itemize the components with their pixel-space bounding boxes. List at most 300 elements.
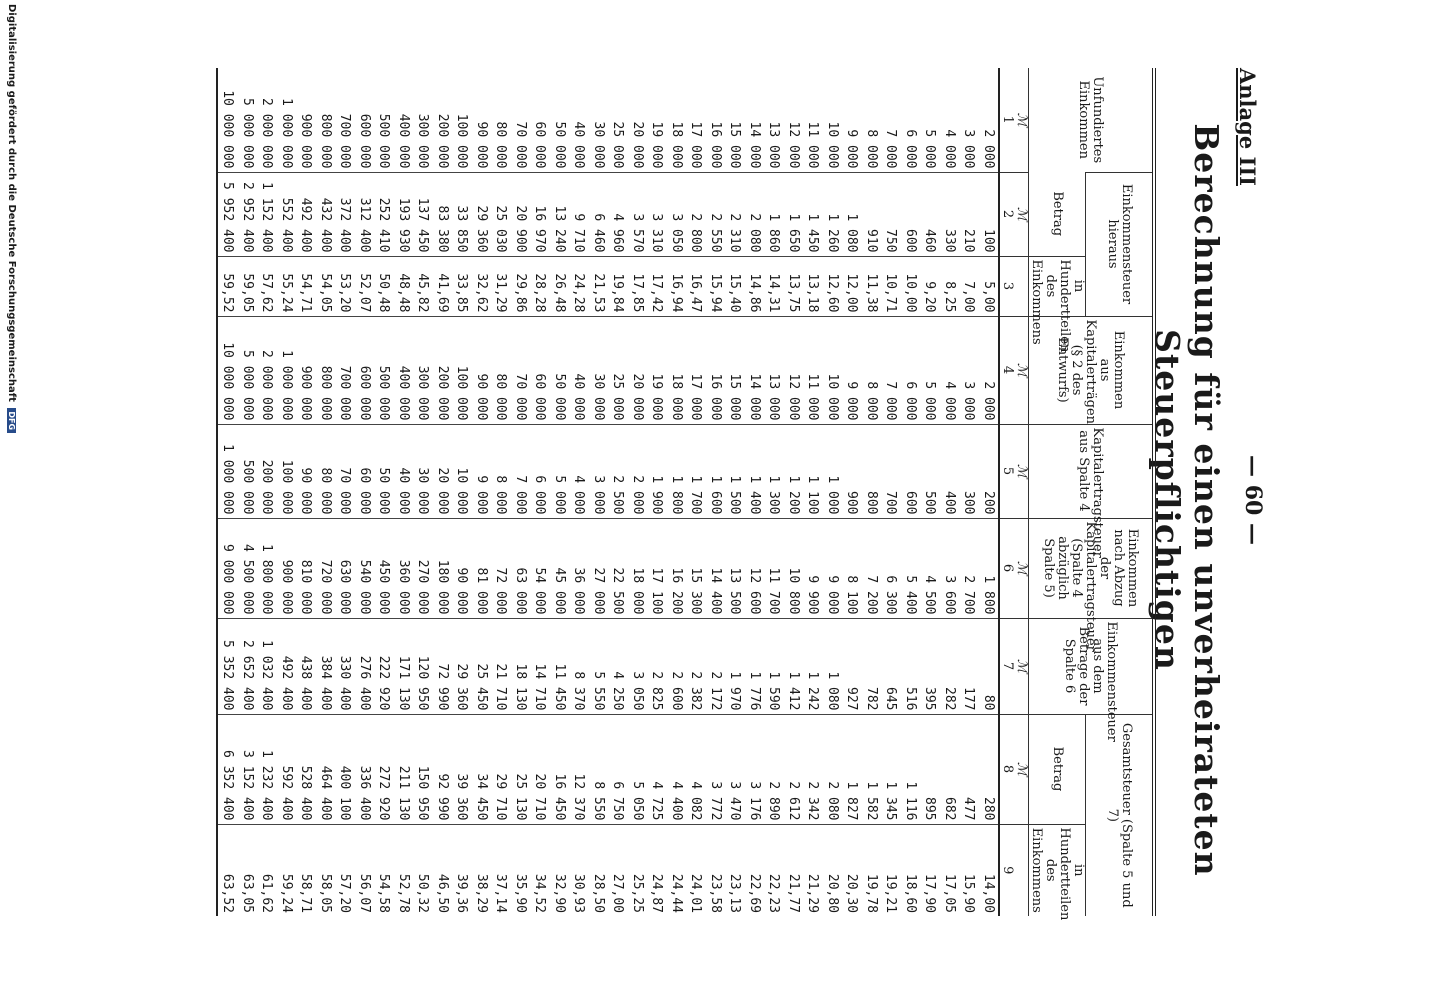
table-cell: 19 000 <box>649 121 665 169</box>
table-cell: 9 000 000 <box>217 518 238 618</box>
table-cell: 9 000 <box>823 518 843 618</box>
table-cell: 1 412 <box>784 618 804 714</box>
table-cell: 384 400 <box>316 618 336 714</box>
table-cell: 29 710 <box>491 714 511 824</box>
table-cell: 21 710 <box>491 618 511 714</box>
table-cell: 927 <box>842 618 862 714</box>
table-cell: 10 000 000 <box>217 68 238 172</box>
column-number: 8 <box>999 714 1014 824</box>
table-cell: 8 000 <box>864 129 879 169</box>
column-number: 7 <box>999 618 1014 714</box>
table-cell: 13 000 <box>764 316 784 424</box>
table-cell: 2 550 <box>706 172 726 256</box>
table-cell: 18 130 <box>511 618 531 714</box>
header-total-tax-group: Gesamtsteuer (Spalte 5 und 7) <box>1086 714 1155 916</box>
table-row <box>940 68 960 916</box>
table-cell: 12 000 <box>784 316 804 424</box>
table-cell: 19,78 <box>862 824 882 916</box>
table-cell: 312 400 <box>355 172 375 256</box>
table-cell: 5 000 000 <box>240 98 255 169</box>
digitization-footer <box>6 4 17 994</box>
table-cell: 40 000 <box>394 424 414 518</box>
table-cell: 13,18 <box>803 256 823 316</box>
table-cell: 200 000 <box>257 424 277 518</box>
table-cell: 2 825 <box>647 618 667 714</box>
table-cell: 3 176 <box>745 714 765 824</box>
table-cell: 500 000 <box>374 316 394 424</box>
table-cell: 3 050 <box>628 618 648 714</box>
table-cell: 1 260 <box>823 172 843 256</box>
table-cell: 2 080 <box>745 172 765 256</box>
table-row <box>959 68 979 916</box>
table-row <box>823 68 843 916</box>
table-cell: 18 000 <box>669 121 684 169</box>
table-cell: 2 000 000 <box>257 316 277 424</box>
table-cell: 29 360 <box>452 618 472 714</box>
table-cell: 61,62 <box>257 824 277 916</box>
table-cell: 3 470 <box>725 714 745 824</box>
table-cell: 25 000 <box>608 316 628 424</box>
table-row <box>413 68 433 916</box>
table-cell: 330 400 <box>335 618 355 714</box>
table-cell: 2 000 000 <box>259 98 275 169</box>
table-cell: 400 100 <box>335 714 355 824</box>
header-income-after-deduction: Einkommen nach Abzug der Kapitalertragsteuer (Spalte 4 abzüglich Spalte 5) <box>1029 518 1155 618</box>
table-cell: 900 <box>842 424 862 518</box>
table-cell: 16,94 <box>667 256 687 316</box>
page-number: — 60 — <box>1240 455 1266 545</box>
table-cell: 16 000 <box>706 316 726 424</box>
table-cell: 9 000 <box>472 424 492 518</box>
table-cell: 40 000 <box>569 316 589 424</box>
table-cell: 24,87 <box>647 824 667 916</box>
table-cell: 14,86 <box>745 256 765 316</box>
table-cell: 50 000 <box>550 316 570 424</box>
table-cell: 70 000 <box>513 121 528 169</box>
unit-empty <box>1014 256 1029 316</box>
table-cell: 4 500 000 <box>238 518 258 618</box>
header-percent: in Hundertteilen des Einkommens <box>1029 256 1086 316</box>
table-cell: 20 710 <box>530 714 550 824</box>
table-cell: 10 000 000 <box>217 316 238 424</box>
unit-label: ℳ <box>1014 618 1029 714</box>
table-cell: 37,14 <box>491 824 511 916</box>
table-cell: 500 000 <box>238 424 258 518</box>
header-amount: Betrag <box>1029 172 1086 256</box>
table-cell: 6 750 <box>608 714 628 824</box>
table-cell: 700 000 <box>335 316 355 424</box>
table-row <box>452 68 472 916</box>
table-cell: 492 400 <box>277 618 297 714</box>
table-cell: 10,00 <box>901 256 921 316</box>
table-cell: 1 116 <box>901 714 921 824</box>
table-cell: 72 000 <box>491 518 511 618</box>
table-cell: 20,30 <box>842 824 862 916</box>
table-cell: 8,25 <box>940 256 960 316</box>
table-cell: 12,60 <box>823 256 843 316</box>
table-cell: 900 000 <box>298 113 314 169</box>
table-cell: 59,24 <box>277 824 297 916</box>
table-cell: 630 000 <box>335 518 355 618</box>
table-row <box>842 68 862 916</box>
table-cell: 20 000 <box>433 424 453 518</box>
table-cell: 9 000 <box>842 316 862 424</box>
table-cell: 50 000 <box>374 424 394 518</box>
table-cell: 800 000 <box>316 316 336 424</box>
table-row <box>472 68 492 916</box>
table-row <box>316 68 336 916</box>
table-cell: 15,94 <box>706 256 726 316</box>
table-cell: 1 450 <box>803 172 823 256</box>
table-cell: 1 400 <box>745 424 765 518</box>
table-cell: 11 000 <box>803 316 823 424</box>
table-cell: 210 <box>959 172 979 256</box>
table-cell: 2 080 <box>823 714 843 824</box>
table-cell: 2 800 <box>686 172 706 256</box>
table-cell: 32,62 <box>472 256 492 316</box>
table-cell: 2 342 <box>803 714 823 824</box>
column-number: 5 <box>999 424 1014 518</box>
table-cell: 58,05 <box>316 824 336 916</box>
table-cell: 782 <box>862 618 882 714</box>
table-cell: 910 <box>862 172 882 256</box>
table-cell: 15 000 <box>727 121 743 169</box>
table-cell: 17 100 <box>647 518 667 618</box>
table-row <box>511 68 531 916</box>
table-cell: 1 032 400 <box>257 618 277 714</box>
table-cell: 13 240 <box>550 172 570 256</box>
table-cell: 592 400 <box>277 714 297 824</box>
table-cell: 59,05 <box>238 256 258 316</box>
table-cell: 7 000 <box>883 129 899 169</box>
table-cell: 400 000 <box>396 113 411 169</box>
table-cell: 5 000 000 <box>238 316 258 424</box>
table-cell: 600 000 <box>357 113 372 169</box>
table-cell: 31,29 <box>491 256 511 316</box>
table-cell: 57,62 <box>257 256 277 316</box>
table-cell: 4 500 <box>920 518 940 618</box>
table-row <box>608 68 628 916</box>
table-cell: 5 400 <box>901 518 921 618</box>
table-cell: 52,07 <box>355 256 375 316</box>
table-cell: 16,47 <box>686 256 706 316</box>
table-cell: 800 000 <box>318 113 333 169</box>
table-cell: 45,82 <box>413 256 433 316</box>
table-row <box>355 68 375 916</box>
table-cell: 2 000 <box>979 316 1000 424</box>
table-cell: 27,00 <box>608 824 628 916</box>
table-cell: 7 200 <box>862 518 882 618</box>
table-cell: 3 310 <box>647 172 667 256</box>
table-cell: 17,90 <box>920 824 940 916</box>
table-cell: 1 600 <box>706 424 726 518</box>
table-cell: 5,00 <box>979 256 1000 316</box>
table-cell: 7,00 <box>959 256 979 316</box>
table-cell: 30 000 <box>591 121 606 169</box>
table-cell: 16 200 <box>667 518 687 618</box>
table-cell: 21,77 <box>784 824 804 916</box>
table-cell: 54,05 <box>316 256 336 316</box>
table-cell: 1 000 <box>823 424 843 518</box>
table-cell: 600 <box>901 424 921 518</box>
table-cell: 45 000 <box>550 518 570 618</box>
table-cell: 13,75 <box>784 256 804 316</box>
table-cell: 540 000 <box>355 518 375 618</box>
table-cell: 2 600 <box>667 618 687 714</box>
table-cell: 3 600 <box>940 518 960 618</box>
table-cell: 34 450 <box>472 714 492 824</box>
table-cell: 35,90 <box>511 824 531 916</box>
table-cell: 70 000 <box>511 316 531 424</box>
table-cell: 83 380 <box>433 172 453 256</box>
table-cell: 1 345 <box>881 714 901 824</box>
table-cell: 6 460 <box>589 172 609 256</box>
table-cell: 330 <box>940 172 960 256</box>
table-cell: 21,53 <box>589 256 609 316</box>
table-cell: 33 850 <box>452 172 472 256</box>
table-cell: 1 100 <box>803 424 823 518</box>
table-cell: 41,69 <box>433 256 453 316</box>
table-cell: 460 <box>920 172 940 256</box>
table-cell: 300 000 <box>413 316 433 424</box>
table-cell: 32,90 <box>550 824 570 916</box>
table-cell: 28,28 <box>530 256 550 316</box>
table-cell: 50,48 <box>374 256 394 316</box>
table-cell: 252 410 <box>374 172 394 256</box>
table-cell: 12 600 <box>745 518 765 618</box>
table-cell: 3 000 <box>959 316 979 424</box>
table-cell: 52,78 <box>394 824 414 916</box>
header-total-percent: in Hundertteilen des Einkommens <box>1029 824 1086 916</box>
table-row <box>257 68 277 916</box>
table-cell: 25,25 <box>628 824 648 916</box>
table-cell: 270 000 <box>413 518 433 618</box>
column-number: 4 <box>999 316 1014 424</box>
table-cell: 500 000 <box>376 113 392 169</box>
table-cell: 1 650 <box>784 172 804 256</box>
table-cell: 464 400 <box>316 714 336 824</box>
table-cell: 1 000 000 <box>279 98 294 169</box>
table-cell: 272 920 <box>374 714 394 824</box>
table-cell: 180 000 <box>433 518 453 618</box>
table-cell: 1 242 <box>803 618 823 714</box>
table-cell: 500 <box>920 424 940 518</box>
table-cell: 9 000 <box>844 129 860 169</box>
table-row <box>725 68 745 916</box>
table-cell: 6 300 <box>881 518 901 618</box>
column-number: 2 <box>999 172 1014 256</box>
table-cell: 36 000 <box>569 518 589 618</box>
table-cell: 80 000 <box>491 316 511 424</box>
table-cell: 90 000 <box>472 316 492 424</box>
table-cell: 13 500 <box>725 518 745 618</box>
table-cell: 2 172 <box>706 618 726 714</box>
table-row <box>491 68 511 916</box>
table-cell: 27 000 <box>589 518 609 618</box>
table-cell: 14 000 <box>747 121 762 169</box>
table-cell: 900 000 <box>277 518 297 618</box>
table-cell: 400 <box>940 424 960 518</box>
table-cell: 3 152 400 <box>238 714 258 824</box>
table-cell: 4 250 <box>608 618 628 714</box>
table-cell: 700 <box>881 424 901 518</box>
table-cell: 12,00 <box>842 256 862 316</box>
table-cell: 11 700 <box>764 518 784 618</box>
appendix-label: Anlage III <box>1235 68 1260 186</box>
table-cell: 48,48 <box>394 256 414 316</box>
table-cell: 54,58 <box>374 824 394 916</box>
table-cell: 1 000 000 <box>277 316 297 424</box>
table-cell: 34,52 <box>530 824 550 916</box>
table-cell: 900 000 <box>296 316 316 424</box>
header-unfunded-income: Unfundiertes Einkommen <box>1029 68 1155 172</box>
table-cell: 193 930 <box>394 172 414 256</box>
table-cell: 14 000 <box>745 316 765 424</box>
table-cell: 25 130 <box>511 714 531 824</box>
unit-label: ℳ <box>1014 316 1029 424</box>
table-cell: 150 950 <box>413 714 433 824</box>
table-row <box>628 68 648 916</box>
table-cell: 750 <box>881 172 901 256</box>
table-cell: 22 500 <box>608 518 628 618</box>
table-cell: 1 582 <box>862 714 882 824</box>
table-cell: 4 960 <box>608 172 628 256</box>
table-cell: 336 400 <box>355 714 375 824</box>
table-cell: 8 000 <box>862 316 882 424</box>
table-cell: 3 050 <box>667 172 687 256</box>
table-cell: 90 000 <box>474 121 489 169</box>
table-cell: 600 000 <box>355 316 375 424</box>
table-cell: 100 000 <box>277 424 297 518</box>
table-cell: 2 000 <box>981 129 996 169</box>
table-cell: 29,86 <box>511 256 531 316</box>
table-cell: 2 652 400 <box>238 618 258 714</box>
table-cell: 14,31 <box>764 256 784 316</box>
table-cell: 14 400 <box>706 518 726 618</box>
table-cell: 54,71 <box>296 256 316 316</box>
table-cell: 1 590 <box>764 618 784 714</box>
table-cell: 11 000 <box>805 121 821 169</box>
table-cell: 17 000 <box>688 121 704 169</box>
table-cell: 18 000 <box>667 316 687 424</box>
table-cell: 58,71 <box>296 824 316 916</box>
table-cell: 1 000 000 <box>217 424 238 518</box>
table-cell: 12 000 <box>786 121 801 169</box>
table-cell: 20 900 <box>511 172 531 256</box>
table-cell: 29 360 <box>472 172 492 256</box>
table-cell: 56,07 <box>355 824 375 916</box>
table-cell: 11 450 <box>550 618 570 714</box>
table-row <box>706 68 726 916</box>
table-row <box>238 68 258 916</box>
column-number: 3 <box>999 256 1014 316</box>
table-cell: 6 000 <box>903 129 918 169</box>
table-cell: 528 400 <box>296 714 316 824</box>
table-cell: 1 900 <box>647 424 667 518</box>
table-cell: 9 710 <box>569 172 589 256</box>
table-cell: 2 382 <box>686 618 706 714</box>
table-cell: 432 400 <box>316 172 336 256</box>
table-cell: 63 000 <box>511 518 531 618</box>
table-cell: 700 000 <box>337 113 353 169</box>
table-row <box>433 68 453 916</box>
table-cell: 7 000 <box>881 316 901 424</box>
table-row <box>667 68 687 916</box>
table-cell: 1 700 <box>686 424 706 518</box>
table-cell: 30 000 <box>413 424 433 518</box>
table-cell: 516 <box>901 618 921 714</box>
table-cell: 200 000 <box>435 113 450 169</box>
table-cell: 222 920 <box>374 618 394 714</box>
table-cell: 2 000 <box>628 424 648 518</box>
table-cell: 20 000 <box>630 121 645 169</box>
table-cell: 18 000 <box>628 518 648 618</box>
table-cell: 4 400 <box>667 714 687 824</box>
table-cell: 10 800 <box>784 518 804 618</box>
table-cell: 1 500 <box>725 424 745 518</box>
table-cell: 9,20 <box>920 256 940 316</box>
table-cell: 80 <box>979 618 1000 714</box>
table-cell: 16 970 <box>530 172 550 256</box>
table-cell: 24,44 <box>667 824 687 916</box>
table-cell: 25 450 <box>472 618 492 714</box>
table-cell: 1 232 400 <box>257 714 277 824</box>
table-cell: 5 000 <box>920 316 940 424</box>
table-row <box>764 68 784 916</box>
table-cell: 300 000 <box>415 113 431 169</box>
table-cell: 5 952 400 <box>217 172 238 256</box>
table-cell: 24,28 <box>569 256 589 316</box>
table-cell: 6 000 <box>530 424 550 518</box>
table-cell: 360 000 <box>394 518 414 618</box>
unit-empty <box>1014 824 1029 916</box>
table-cell: 90 000 <box>296 424 316 518</box>
table-cell: 50 000 <box>552 121 567 169</box>
table-cell: 72 990 <box>433 618 453 714</box>
tax-calculation-table <box>216 68 1156 921</box>
table-cell: 22,69 <box>745 824 765 916</box>
table-cell: 15,90 <box>959 824 979 916</box>
table-cell: 4 725 <box>647 714 667 824</box>
table-cell: 9 900 <box>803 518 823 618</box>
table-row <box>979 68 1000 916</box>
table-cell: 15 300 <box>686 518 706 618</box>
table-cell: 682 <box>940 714 960 824</box>
table-cell: 4 000 <box>942 129 957 169</box>
header-income-tax-col6: Einkommensteuer aus dem Betrage der Spalte 6 <box>1029 618 1155 714</box>
table-cell: 1 800 <box>979 518 1000 618</box>
table-cell: 2 500 <box>608 424 628 518</box>
header-total-amount: Betrag <box>1029 714 1086 824</box>
table-row <box>550 68 570 916</box>
table-cell: 1 080 <box>823 618 843 714</box>
table-cell: 3 570 <box>628 172 648 256</box>
table-cell: 4 082 <box>686 714 706 824</box>
table-cell: 372 400 <box>335 172 355 256</box>
table-cell: 552 400 <box>277 172 297 256</box>
table-row <box>217 68 238 916</box>
table-cell: 10 000 <box>825 121 840 169</box>
table-cell: 171 130 <box>394 618 414 714</box>
table-cell: 46,50 <box>433 824 453 916</box>
table-row <box>394 68 414 916</box>
table-row <box>803 68 823 916</box>
table-cell: 14,00 <box>979 824 1000 916</box>
table-cell: 90 000 <box>452 518 472 618</box>
table-cell: 200 000 <box>433 316 453 424</box>
table-cell: 22,23 <box>764 824 784 916</box>
table-cell: 8 370 <box>569 618 589 714</box>
